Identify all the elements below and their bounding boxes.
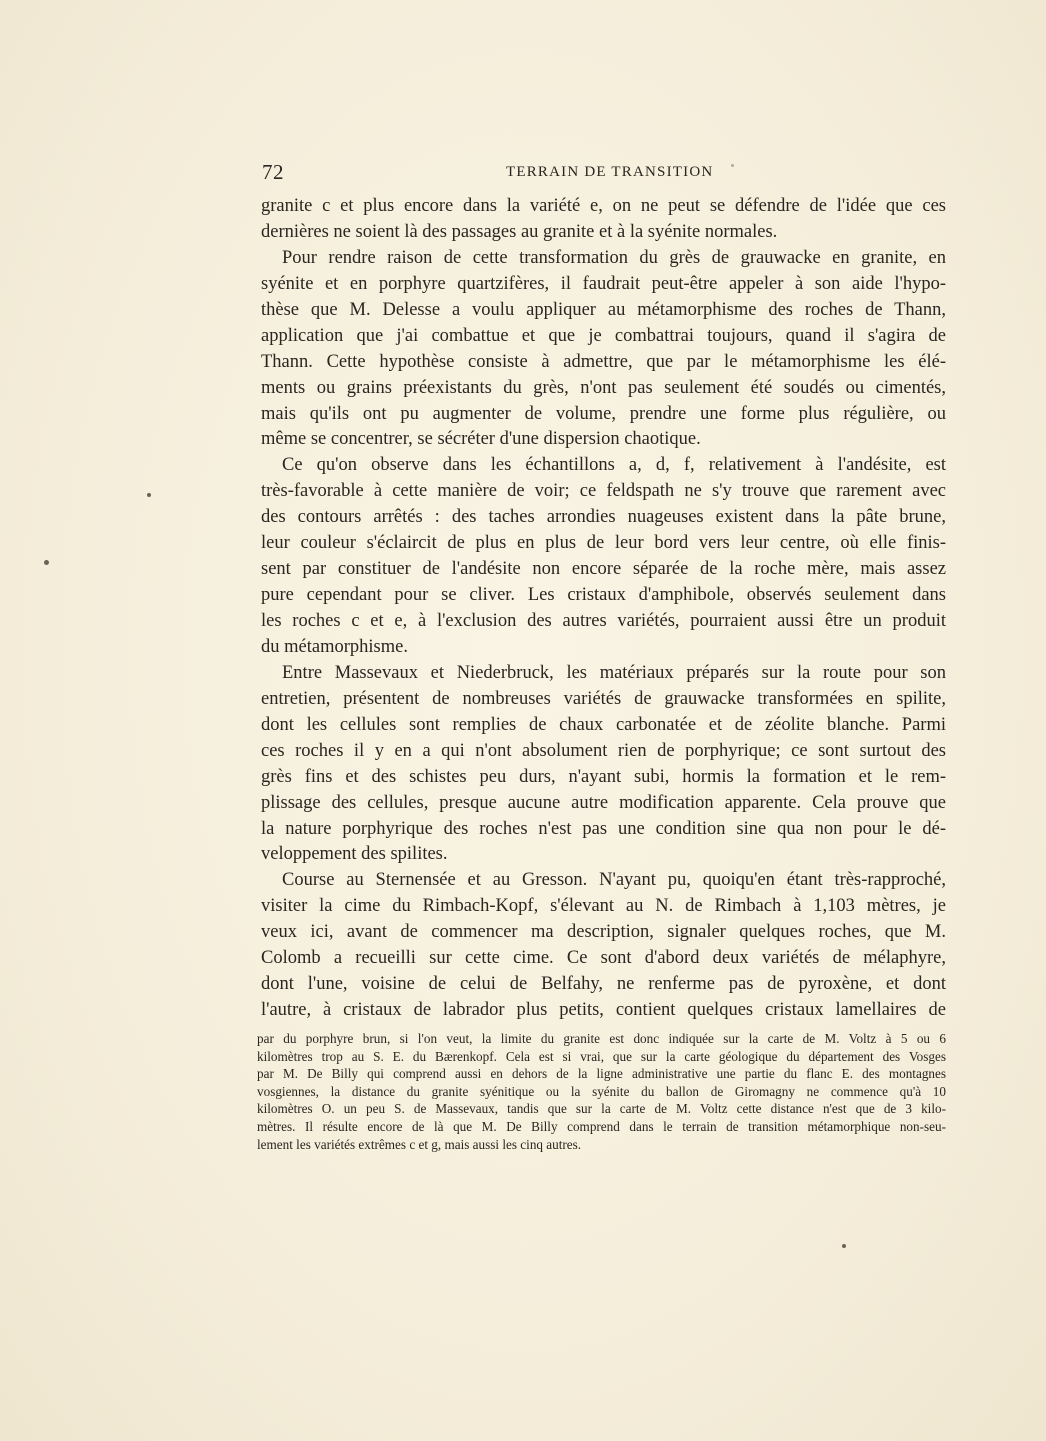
body-line: grès fins et des schistes peu durs, n'ayant subi, hormis la formation et le rem- (261, 766, 946, 787)
body-line: Entre Massevaux et Niederbruck, les matériaux préparés sur la route pour son (282, 662, 946, 683)
body-line: leur couleur s'éclaircit de plus en plus de leur bord vers leur centre, où elle finis- (261, 533, 946, 554)
body-line: sent par constituer de l'andésite non encore séparée de la roche mère, mais assez (261, 559, 946, 580)
footnote-line: par M. De Billy qui comprend aussi en dehors de la ligne administrative une partie du flanc E. des montagnes (257, 1066, 946, 1082)
body-line: dont l'une, voisine de celui de Belfahy, ne renferme pas de pyroxène, et dont (261, 974, 946, 995)
body-line: Colomb a recueilli sur cette cime. Ce sont d'abord deux variétés de mélaphyre, (261, 948, 946, 969)
body-line: application que j'ai combattue et que je combattrai toujours, quand il s'agira de (261, 325, 946, 346)
footnote (257, 1030, 946, 1153)
body-line: Pour rendre raison de cette transformation du grès de grauwacke en granite, en (282, 247, 946, 268)
body-line: Ce qu'on observe dans les échantillons a, d, f, relativement à l'andésite, est (282, 455, 946, 476)
body-line: plissage des cellules, presque aucune autre modification apparente. Cela prouve que (261, 792, 946, 813)
body-line: syénite et en porphyre quartzifères, il faudrait peut-être appeler à son aide l'hypo- (261, 273, 946, 294)
paper-speck (44, 560, 49, 565)
footnote-line: mètres. Il résulte encore de là que M. De Billy comprend dans le terrain de transition métamorphique non-seu- (257, 1118, 946, 1134)
body-line: pure cependant pour se cliver. Les cristaux d'amphibole, observés seulement dans (261, 585, 946, 606)
body-line: ments ou grains préexistants du grès, n'ont pas seulement été soudés ou cimentés, (261, 377, 946, 398)
body-line: dernières ne soient là des passages au granite et à la syénite normales. (261, 221, 778, 242)
body-line: Thann. Cette hypothèse consiste à admettre, que par le métamorphisme les élé- (261, 351, 946, 372)
body-line: la nature porphyrique des roches n'est pas une condition sine qua non pour le dé- (261, 818, 946, 839)
body-line: veux ici, avant de commencer ma description, signaler quelques roches, que M. (261, 922, 946, 943)
page-header (262, 160, 946, 186)
body-line: visiter la cime du Rimbach-Kopf, s'élevant au N. de Rimbach à 1,103 mètres, je (261, 896, 946, 917)
body-line: entretien, présentent de nombreuses variétés de grauwacke transformées en spilite, (261, 688, 946, 709)
paper-speck (842, 1244, 846, 1248)
body-line: les roches c et e, à l'exclusion des autres variétés, pourraient aussi être un produit (261, 611, 946, 631)
body-line: même se concentrer, se sécréter d'une dispersion chaotique. (261, 429, 701, 450)
footnote-line: vosgiennes, la distance du granite syénitique ou la syénite du ballon de Giromagny ne commence qu'à 10 (257, 1083, 946, 1099)
body-line: dont les cellules sont remplies de chaux carbonatée et de zéolite blanche. Parmi (261, 714, 946, 735)
paper-speck (731, 164, 734, 167)
footnote-line: lement les variétés extrêmes c et g, mais aussi les cinq autres. (257, 1136, 582, 1152)
body-line: granite c et plus encore dans la variété e, on ne peut se défendre de l'idée que ces (261, 196, 946, 216)
body-line: très-favorable à cette manière de voir; ce feldspath ne s'y trouve que rarement avec (261, 481, 946, 502)
body-line: ces roches il y en a qui n'ont absolument rien de porphyrique; ce sont surtout des (261, 740, 946, 761)
body-line: des contours arrêtés : des taches arrondies nuageuses existent dans la pâte brune, (261, 507, 946, 528)
body-line: Course au Sternensée et au Gresson. N'ayant pu, quoiqu'en étant très-rapproché, (282, 870, 946, 891)
body-line: l'autre, à cristaux de labrador plus petits, contient quelques cristaux lamellaires de (261, 1000, 946, 1021)
body-line: mais qu'ils ont pu augmenter de volume, prendre une forme plus régulière, ou (261, 403, 946, 424)
body-line: veloppement des spilites. (261, 844, 448, 865)
footnote-line: par du porphyre brun, si l'on veut, la limite du granite est donc indiquée sur la carte de M. Voltz à 5 ou 6 (257, 1031, 946, 1046)
running-head: TERRAIN DE TRANSITION (506, 164, 714, 180)
body-line: thèse que M. Delesse a voulu appliquer au métamorphisme des roches de Thann, (261, 299, 946, 320)
footnote-line: kilomètres trop au S. E. du Bærenkopf. Cela est si vrai, que sur la carte géologique du département des Vosges (257, 1048, 946, 1064)
body-line: du métamorphisme. (261, 636, 408, 657)
body-text (261, 194, 946, 1024)
footnote-line: kilomètres O. un peu S. de Massevaux, tandis que sur la carte de M. Voltz cette distance n'est que de 3 kilo- (257, 1101, 946, 1117)
page-number: 72 (262, 160, 284, 184)
paper-speck (147, 493, 151, 497)
